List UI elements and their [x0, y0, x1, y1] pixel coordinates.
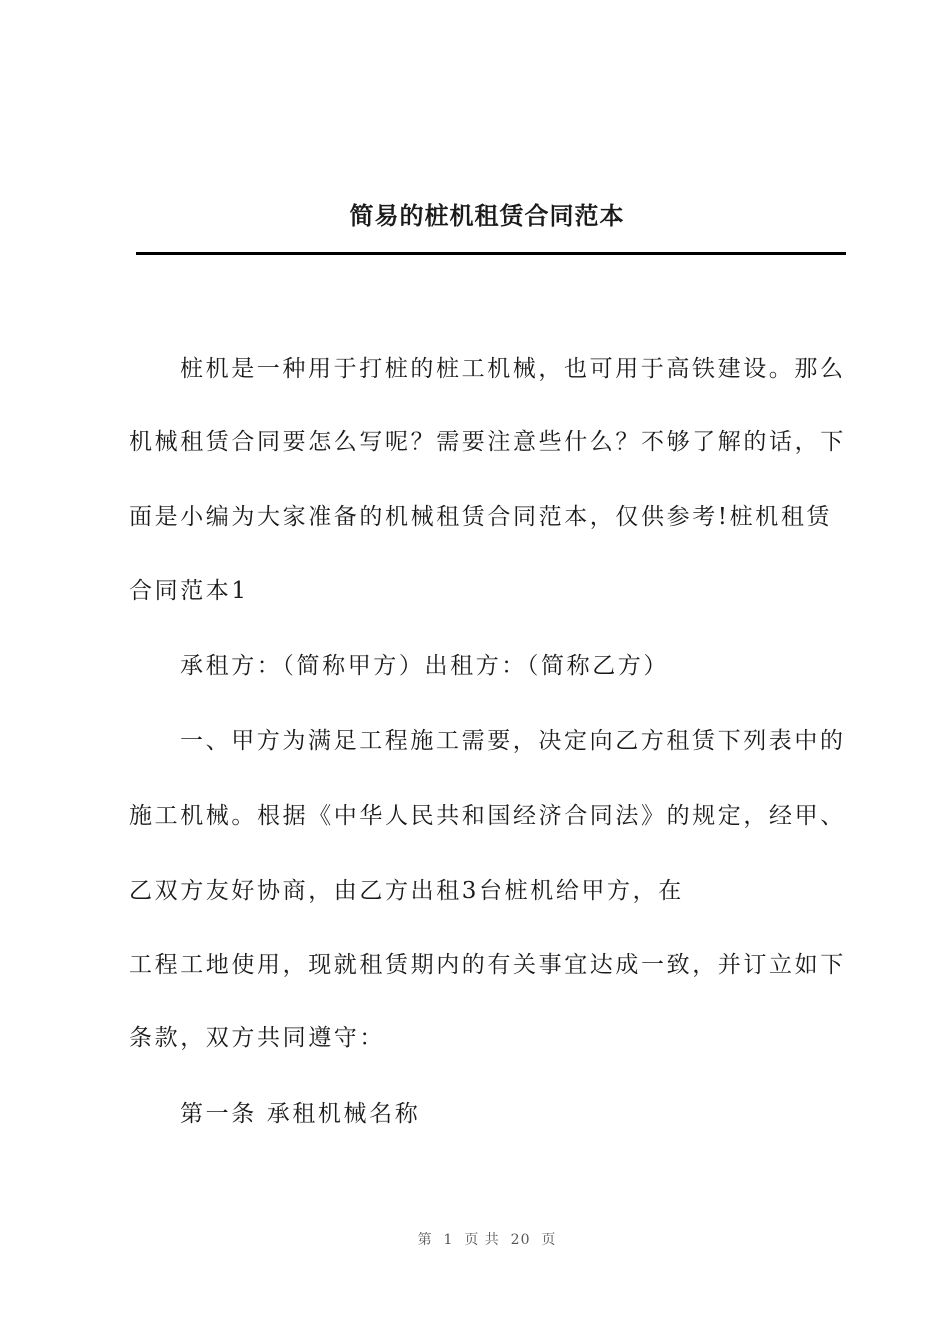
page-number-footer: 第 1 页 共 20 页: [417, 1232, 557, 1248]
document-title: 简易的桩机租赁合同范本: [349, 202, 625, 230]
paragraph-line: 合同范本1: [129, 578, 249, 604]
paragraph-line: 工程工地使用，现就租赁期内的有关事宜达成一致，并订立如下: [129, 952, 846, 978]
paragraph-line: 承租方：（简称甲方）出租方：（简称乙方）: [180, 653, 669, 679]
paragraph-line: 条款，双方共同遵守：: [129, 1025, 385, 1051]
paragraph-line: 一、甲方为满足工程施工需要，决定向乙方租赁下列表中的: [180, 728, 846, 754]
section-heading: 第一条 承租机械名称: [180, 1101, 421, 1127]
paragraph-line: 桩机是一种用于打桩的桩工机械，也可用于高铁建设。那么: [180, 356, 846, 382]
paragraph-line: 乙双方友好协商，由乙方出租3台桩机给甲方，在: [129, 878, 684, 904]
title-divider: [136, 252, 846, 255]
paragraph-line: 面是小编为大家准备的机械租赁合同范本，仅供参考!桩机租赁: [129, 504, 833, 530]
paragraph-line: 施工机械。根据《中华人民共和国经济合同法》的规定，经甲、: [129, 803, 846, 829]
paragraph-line: 机械租赁合同要怎么写呢？需要注意些什么？不够了解的话，下: [129, 429, 846, 455]
